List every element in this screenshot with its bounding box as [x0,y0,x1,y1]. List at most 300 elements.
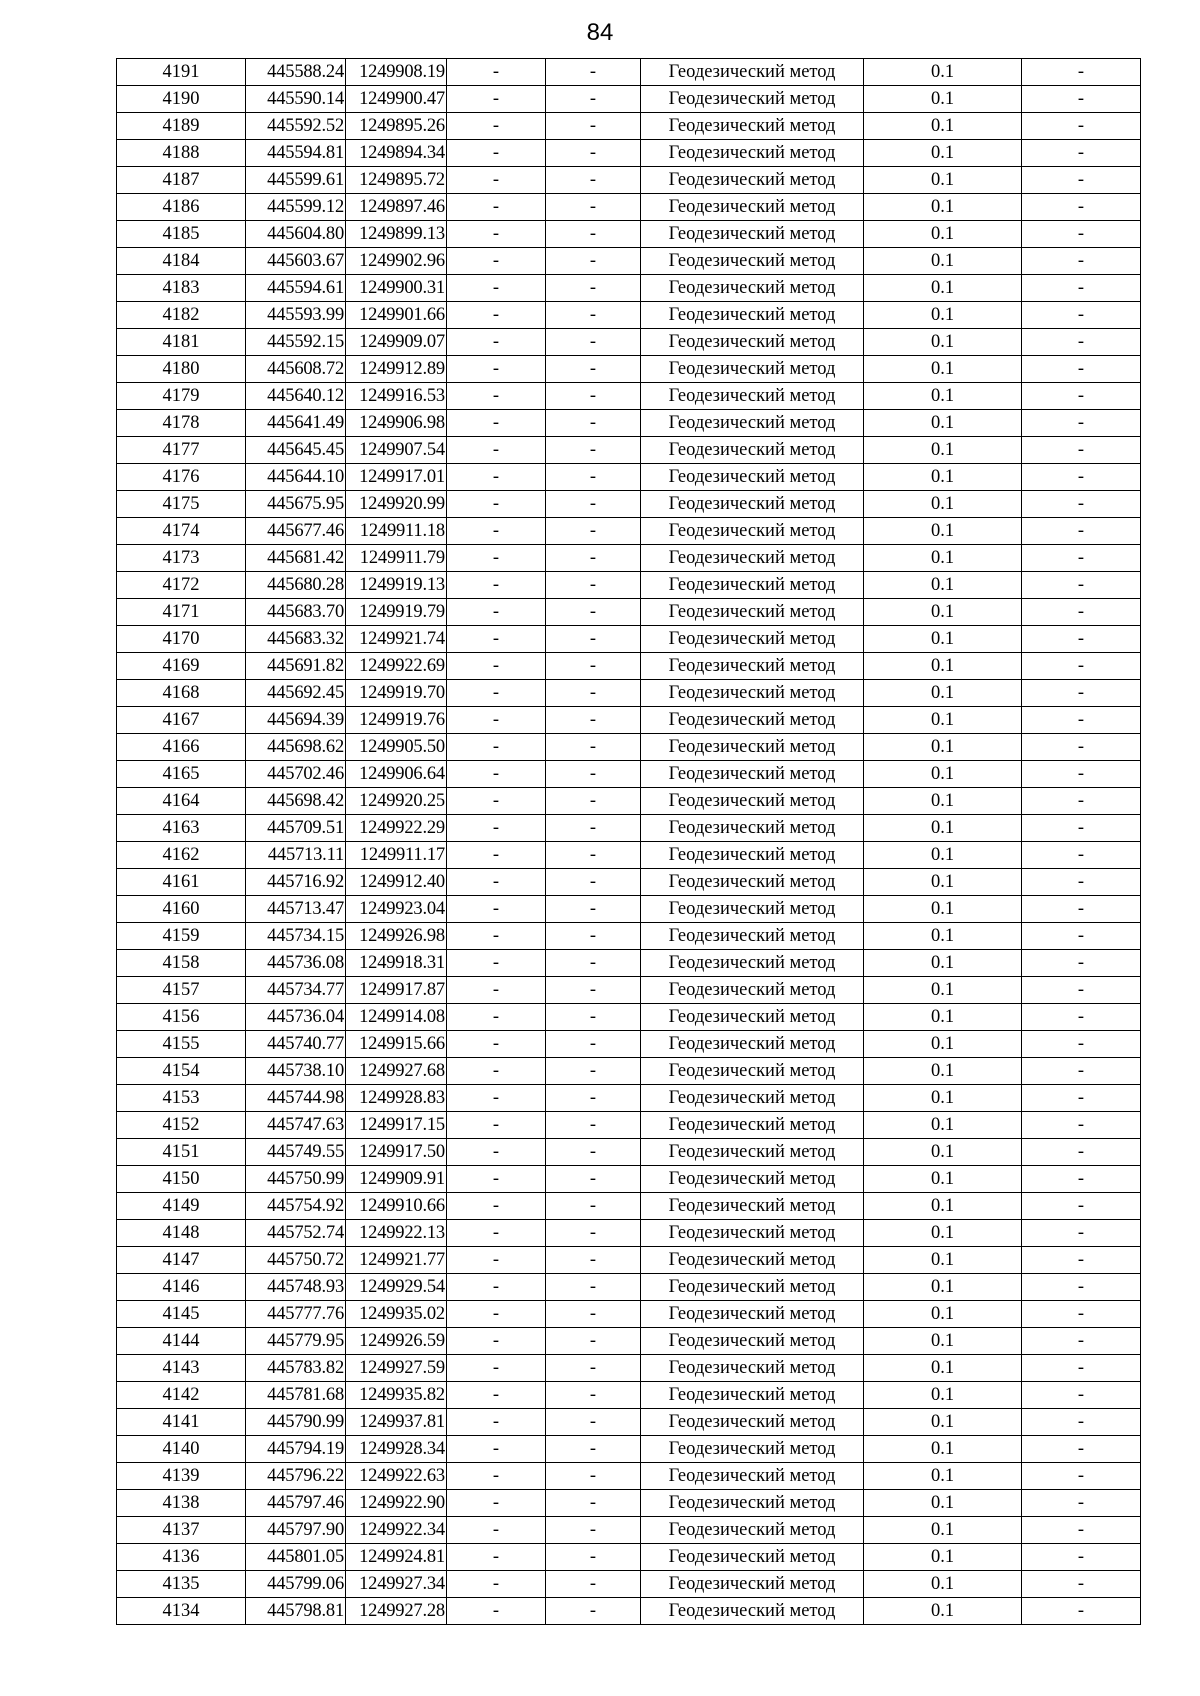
table-row [117,1490,1141,1517]
x-coordinate-cell: 445798.81 [246,1598,346,1625]
empty-value-cell: - [546,1328,641,1355]
empty-value-cell: - [447,491,546,518]
table-row [117,1031,1141,1058]
method-cell: Геодезический метод [641,275,864,302]
x-coordinate-cell: 445740.77 [246,1031,346,1058]
point-number-cell: 4187 [117,167,246,194]
method-cell: Геодезический метод [641,896,864,923]
y-coordinate-cell: 1249906.98 [346,410,447,437]
empty-value-cell: - [1022,1274,1141,1301]
y-coordinate-cell: 1249911.17 [346,842,447,869]
x-coordinate-cell: 445794.19 [246,1436,346,1463]
accuracy-cell: 0.1 [864,275,1022,302]
empty-value-cell: - [447,869,546,896]
table-row [117,194,1141,221]
empty-value-cell: - [447,1004,546,1031]
empty-value-cell: - [546,896,641,923]
empty-value-cell: - [447,1058,546,1085]
point-number-cell: 4170 [117,626,246,653]
point-number-cell: 4164 [117,788,246,815]
method-cell: Геодезический метод [641,221,864,248]
empty-value-cell: - [1022,410,1141,437]
method-cell: Геодезический метод [641,1058,864,1085]
y-coordinate-cell: 1249919.13 [346,572,447,599]
empty-value-cell: - [447,653,546,680]
empty-value-cell: - [546,761,641,788]
table-row [117,545,1141,572]
point-number-cell: 4162 [117,842,246,869]
accuracy-cell: 0.1 [864,221,1022,248]
point-number-cell: 4149 [117,1193,246,1220]
accuracy-cell: 0.1 [864,410,1022,437]
x-coordinate-cell: 445747.63 [246,1112,346,1139]
method-cell: Геодезический метод [641,491,864,518]
method-cell: Геодезический метод [641,1463,864,1490]
empty-value-cell: - [546,707,641,734]
point-number-cell: 4160 [117,896,246,923]
method-cell: Геодезический метод [641,437,864,464]
table-row [117,1085,1141,1112]
method-cell: Геодезический метод [641,1517,864,1544]
empty-value-cell: - [447,1220,546,1247]
point-number-cell: 4176 [117,464,246,491]
accuracy-cell: 0.1 [864,896,1022,923]
accuracy-cell: 0.1 [864,977,1022,1004]
empty-value-cell: - [447,194,546,221]
accuracy-cell: 0.1 [864,1544,1022,1571]
empty-value-cell: - [1022,1220,1141,1247]
empty-value-cell: - [447,275,546,302]
empty-value-cell: - [1022,1031,1141,1058]
empty-value-cell: - [546,140,641,167]
empty-value-cell: - [447,221,546,248]
empty-value-cell: - [546,329,641,356]
empty-value-cell: - [447,842,546,869]
empty-value-cell: - [447,1274,546,1301]
accuracy-cell: 0.1 [864,1247,1022,1274]
point-number-cell: 4136 [117,1544,246,1571]
x-coordinate-cell: 445594.61 [246,275,346,302]
method-cell: Геодезический метод [641,653,864,680]
y-coordinate-cell: 1249916.53 [346,383,447,410]
x-coordinate-cell: 445692.45 [246,680,346,707]
method-cell: Геодезический метод [641,572,864,599]
table-row [117,923,1141,950]
x-coordinate-cell: 445681.42 [246,545,346,572]
x-coordinate-cell: 445736.04 [246,1004,346,1031]
method-cell: Геодезический метод [641,1004,864,1031]
method-cell: Геодезический метод [641,1328,864,1355]
table-row [117,167,1141,194]
table-row [117,221,1141,248]
point-number-cell: 4182 [117,302,246,329]
accuracy-cell: 0.1 [864,383,1022,410]
method-cell: Геодезический метод [641,59,864,86]
empty-value-cell: - [1022,491,1141,518]
empty-value-cell: - [447,59,546,86]
empty-value-cell: - [546,842,641,869]
accuracy-cell: 0.1 [864,1328,1022,1355]
table-row [117,680,1141,707]
point-number-cell: 4190 [117,86,246,113]
table-row [117,1058,1141,1085]
method-cell: Геодезический метод [641,1301,864,1328]
table-row [117,977,1141,1004]
method-cell: Геодезический метод [641,1409,864,1436]
empty-value-cell: - [546,356,641,383]
empty-value-cell: - [1022,275,1141,302]
method-cell: Геодезический метод [641,1544,864,1571]
empty-value-cell: - [546,1571,641,1598]
table-row [117,1193,1141,1220]
accuracy-cell: 0.1 [864,815,1022,842]
empty-value-cell: - [1022,950,1141,977]
empty-value-cell: - [1022,572,1141,599]
method-cell: Геодезический метод [641,707,864,734]
point-number-cell: 4189 [117,113,246,140]
accuracy-cell: 0.1 [864,788,1022,815]
table-row [117,842,1141,869]
table-row [117,518,1141,545]
empty-value-cell: - [546,788,641,815]
method-cell: Геодезический метод [641,194,864,221]
empty-value-cell: - [546,1247,641,1274]
accuracy-cell: 0.1 [864,1490,1022,1517]
table-row [117,491,1141,518]
method-cell: Геодезический метод [641,1382,864,1409]
empty-value-cell: - [1022,518,1141,545]
point-number-cell: 4153 [117,1085,246,1112]
method-cell: Геодезический метод [641,1220,864,1247]
empty-value-cell: - [546,815,641,842]
accuracy-cell: 0.1 [864,1085,1022,1112]
method-cell: Геодезический метод [641,626,864,653]
method-cell: Геодезический метод [641,734,864,761]
empty-value-cell: - [1022,140,1141,167]
point-number-cell: 4165 [117,761,246,788]
point-number-cell: 4179 [117,383,246,410]
y-coordinate-cell: 1249909.91 [346,1166,447,1193]
empty-value-cell: - [1022,302,1141,329]
empty-value-cell: - [1022,1247,1141,1274]
y-coordinate-cell: 1249915.66 [346,1031,447,1058]
empty-value-cell: - [546,1085,641,1112]
y-coordinate-cell: 1249922.34 [346,1517,447,1544]
empty-value-cell: - [1022,1139,1141,1166]
point-number-cell: 4172 [117,572,246,599]
accuracy-cell: 0.1 [864,1058,1022,1085]
table-row [117,437,1141,464]
y-coordinate-cell: 1249935.02 [346,1301,447,1328]
x-coordinate-cell: 445698.42 [246,788,346,815]
method-cell: Геодезический метод [641,842,864,869]
x-coordinate-cell: 445594.81 [246,140,346,167]
table-row [117,869,1141,896]
method-cell: Геодезический метод [641,1598,864,1625]
table-row [117,59,1141,86]
accuracy-cell: 0.1 [864,518,1022,545]
empty-value-cell: - [546,1031,641,1058]
table-row [117,1112,1141,1139]
method-cell: Геодезический метод [641,977,864,1004]
table-row [117,329,1141,356]
point-number-cell: 4139 [117,1463,246,1490]
point-number-cell: 4178 [117,410,246,437]
x-coordinate-cell: 445698.62 [246,734,346,761]
method-cell: Геодезический метод [641,1031,864,1058]
empty-value-cell: - [1022,869,1141,896]
empty-value-cell: - [447,437,546,464]
x-coordinate-cell: 445750.99 [246,1166,346,1193]
empty-value-cell: - [447,1139,546,1166]
method-cell: Геодезический метод [641,464,864,491]
method-cell: Геодезический метод [641,788,864,815]
accuracy-cell: 0.1 [864,1220,1022,1247]
empty-value-cell: - [1022,221,1141,248]
empty-value-cell: - [546,869,641,896]
accuracy-cell: 0.1 [864,599,1022,626]
point-number-cell: 4177 [117,437,246,464]
y-coordinate-cell: 1249905.50 [346,734,447,761]
empty-value-cell: - [447,761,546,788]
y-coordinate-cell: 1249919.76 [346,707,447,734]
empty-value-cell: - [546,113,641,140]
empty-value-cell: - [546,1058,641,1085]
y-coordinate-cell: 1249927.28 [346,1598,447,1625]
empty-value-cell: - [1022,1085,1141,1112]
y-coordinate-cell: 1249907.54 [346,437,447,464]
point-number-cell: 4145 [117,1301,246,1328]
empty-value-cell: - [546,1355,641,1382]
empty-value-cell: - [447,1382,546,1409]
accuracy-cell: 0.1 [864,1031,1022,1058]
method-cell: Геодезический метод [641,1571,864,1598]
accuracy-cell: 0.1 [864,59,1022,86]
method-cell: Геодезический метод [641,1112,864,1139]
point-number-cell: 4134 [117,1598,246,1625]
empty-value-cell: - [546,194,641,221]
method-cell: Геодезический метод [641,329,864,356]
empty-value-cell: - [546,167,641,194]
method-cell: Геодезический метод [641,383,864,410]
empty-value-cell: - [1022,1598,1141,1625]
empty-value-cell: - [447,815,546,842]
accuracy-cell: 0.1 [864,437,1022,464]
x-coordinate-cell: 445734.15 [246,923,346,950]
empty-value-cell: - [546,518,641,545]
empty-value-cell: - [1022,356,1141,383]
empty-value-cell: - [447,1490,546,1517]
table-row [117,1382,1141,1409]
y-coordinate-cell: 1249910.66 [346,1193,447,1220]
x-coordinate-cell: 445790.99 [246,1409,346,1436]
method-cell: Геодезический метод [641,410,864,437]
accuracy-cell: 0.1 [864,1112,1022,1139]
accuracy-cell: 0.1 [864,1598,1022,1625]
table-row [117,1328,1141,1355]
empty-value-cell: - [546,1436,641,1463]
y-coordinate-cell: 1249911.79 [346,545,447,572]
x-coordinate-cell: 445644.10 [246,464,346,491]
table-row [117,1544,1141,1571]
y-coordinate-cell: 1249914.08 [346,1004,447,1031]
empty-value-cell: - [1022,815,1141,842]
point-number-cell: 4151 [117,1139,246,1166]
point-number-cell: 4161 [117,869,246,896]
empty-value-cell: - [546,491,641,518]
method-cell: Геодезический метод [641,950,864,977]
accuracy-cell: 0.1 [864,140,1022,167]
empty-value-cell: - [546,626,641,653]
empty-value-cell: - [447,113,546,140]
empty-value-cell: - [546,464,641,491]
empty-value-cell: - [1022,248,1141,275]
accuracy-cell: 0.1 [864,491,1022,518]
y-coordinate-cell: 1249895.26 [346,113,447,140]
y-coordinate-cell: 1249919.79 [346,599,447,626]
empty-value-cell: - [1022,1544,1141,1571]
empty-value-cell: - [447,977,546,1004]
accuracy-cell: 0.1 [864,356,1022,383]
coordinates-table [116,58,1141,1625]
y-coordinate-cell: 1249919.70 [346,680,447,707]
x-coordinate-cell: 445608.72 [246,356,346,383]
y-coordinate-cell: 1249924.81 [346,1544,447,1571]
table-row [117,1409,1141,1436]
empty-value-cell: - [447,599,546,626]
empty-value-cell: - [447,626,546,653]
accuracy-cell: 0.1 [864,1571,1022,1598]
x-coordinate-cell: 445777.76 [246,1301,346,1328]
empty-value-cell: - [447,734,546,761]
x-coordinate-cell: 445592.52 [246,113,346,140]
empty-value-cell: - [447,383,546,410]
empty-value-cell: - [546,1274,641,1301]
empty-value-cell: - [447,1517,546,1544]
accuracy-cell: 0.1 [864,1382,1022,1409]
empty-value-cell: - [1022,167,1141,194]
accuracy-cell: 0.1 [864,653,1022,680]
page-number: 84 [586,19,614,46]
method-cell: Геодезический метод [641,356,864,383]
method-cell: Геодезический метод [641,680,864,707]
x-coordinate-cell: 445588.24 [246,59,346,86]
empty-value-cell: - [447,167,546,194]
table-row [117,599,1141,626]
table-row [117,383,1141,410]
method-cell: Геодезический метод [641,140,864,167]
y-coordinate-cell: 1249912.40 [346,869,447,896]
point-number-cell: 4188 [117,140,246,167]
y-coordinate-cell: 1249928.83 [346,1085,447,1112]
empty-value-cell: - [1022,1355,1141,1382]
point-number-cell: 4155 [117,1031,246,1058]
point-number-cell: 4181 [117,329,246,356]
y-coordinate-cell: 1249927.34 [346,1571,447,1598]
empty-value-cell: - [546,1193,641,1220]
y-coordinate-cell: 1249917.01 [346,464,447,491]
table-row [117,896,1141,923]
y-coordinate-cell: 1249929.54 [346,1274,447,1301]
accuracy-cell: 0.1 [864,842,1022,869]
coordinates-table-body [117,59,1141,1625]
x-coordinate-cell: 445734.77 [246,977,346,1004]
point-number-cell: 4148 [117,1220,246,1247]
table-row [117,248,1141,275]
point-number-cell: 4186 [117,194,246,221]
table-row [117,1517,1141,1544]
accuracy-cell: 0.1 [864,626,1022,653]
empty-value-cell: - [447,1544,546,1571]
y-coordinate-cell: 1249909.07 [346,329,447,356]
method-cell: Геодезический метод [641,545,864,572]
empty-value-cell: - [447,680,546,707]
method-cell: Геодезический метод [641,248,864,275]
empty-value-cell: - [447,464,546,491]
y-coordinate-cell: 1249911.18 [346,518,447,545]
empty-value-cell: - [546,734,641,761]
empty-value-cell: - [1022,59,1141,86]
point-number-cell: 4159 [117,923,246,950]
table-row [117,1355,1141,1382]
y-coordinate-cell: 1249926.59 [346,1328,447,1355]
empty-value-cell: - [546,302,641,329]
table-row [117,653,1141,680]
x-coordinate-cell: 445645.45 [246,437,346,464]
point-number-cell: 4138 [117,1490,246,1517]
empty-value-cell: - [546,572,641,599]
accuracy-cell: 0.1 [864,302,1022,329]
table-row [117,1247,1141,1274]
x-coordinate-cell: 445691.82 [246,653,346,680]
method-cell: Геодезический метод [641,1247,864,1274]
empty-value-cell: - [546,680,641,707]
empty-value-cell: - [546,1166,641,1193]
x-coordinate-cell: 445640.12 [246,383,346,410]
table-row [117,761,1141,788]
point-number-cell: 4183 [117,275,246,302]
empty-value-cell: - [447,1166,546,1193]
table-row [117,356,1141,383]
empty-value-cell: - [546,950,641,977]
empty-value-cell: - [447,1571,546,1598]
accuracy-cell: 0.1 [864,194,1022,221]
accuracy-cell: 0.1 [864,113,1022,140]
table-row [117,410,1141,437]
method-cell: Геодезический метод [641,1355,864,1382]
x-coordinate-cell: 445749.55 [246,1139,346,1166]
point-number-cell: 4158 [117,950,246,977]
y-coordinate-cell: 1249921.77 [346,1247,447,1274]
y-coordinate-cell: 1249899.13 [346,221,447,248]
empty-value-cell: - [1022,734,1141,761]
x-coordinate-cell: 445779.95 [246,1328,346,1355]
empty-value-cell: - [546,653,641,680]
accuracy-cell: 0.1 [864,329,1022,356]
y-coordinate-cell: 1249894.34 [346,140,447,167]
x-coordinate-cell: 445675.95 [246,491,346,518]
accuracy-cell: 0.1 [864,1355,1022,1382]
method-cell: Геодезический метод [641,302,864,329]
x-coordinate-cell: 445750.72 [246,1247,346,1274]
x-coordinate-cell: 445713.11 [246,842,346,869]
empty-value-cell: - [546,1301,641,1328]
table-row [117,734,1141,761]
x-coordinate-cell: 445754.92 [246,1193,346,1220]
point-number-cell: 4171 [117,599,246,626]
empty-value-cell: - [1022,194,1141,221]
empty-value-cell: - [546,410,641,437]
